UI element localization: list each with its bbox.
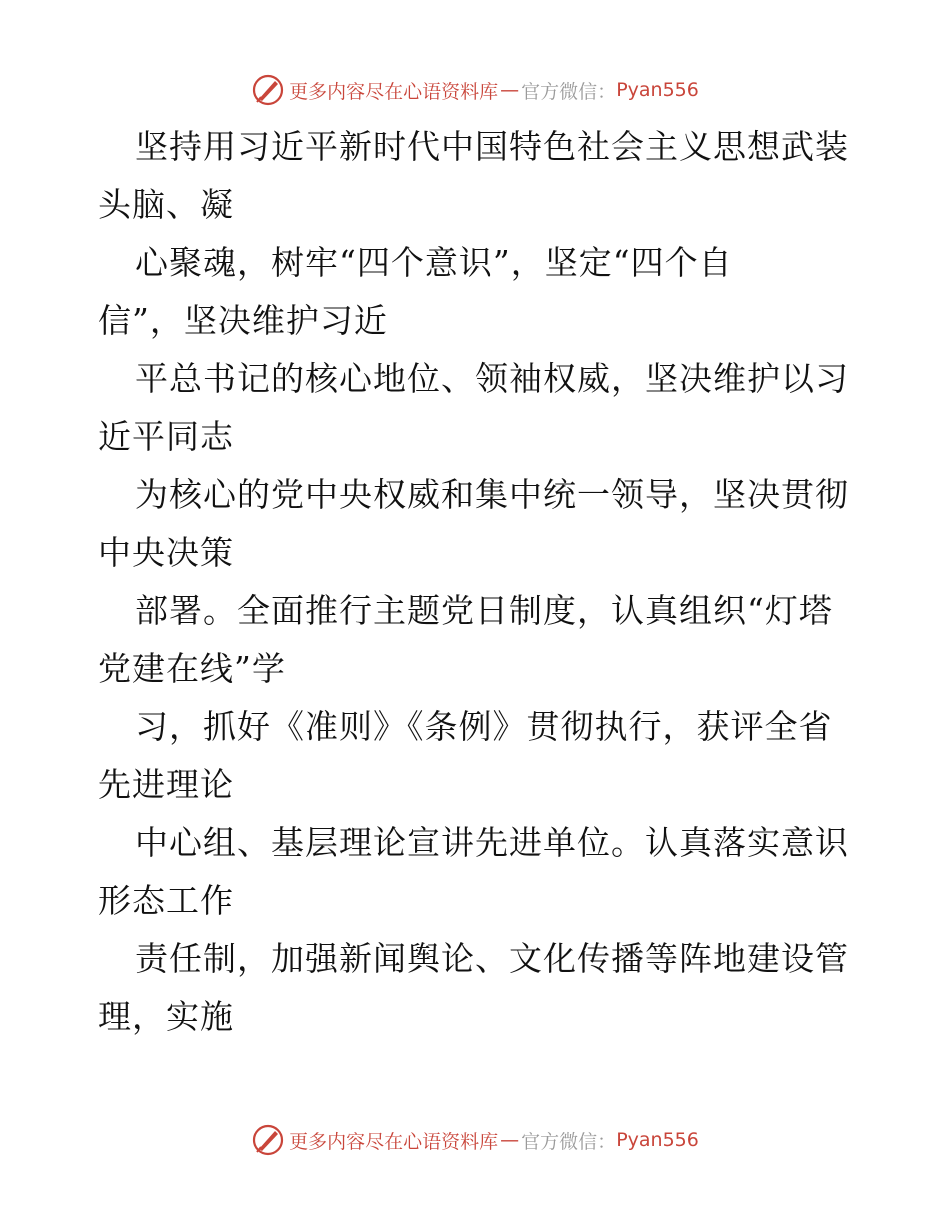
text-line: 为核心的党中央权威和集中统一领导，坚决贯彻 [135,475,849,514]
banner-wechat-id: Pyan556 [616,79,699,101]
banner-main-text: 更多内容尽在心语资料库 [289,1130,499,1153]
text-line: 先进理论 [98,765,234,804]
text-line: 坚持用习近平新时代中国特色社会主义思想武装 [135,127,849,166]
text-line: 信”，坚决维护习近 [98,301,388,340]
text-line: 责任制，加强新闻舆论、文化传播等阵地建设管 [135,939,849,978]
banner-wechat-id: Pyan556 [616,1129,699,1151]
text-line: 近平同志 [98,417,234,456]
banner-dash: — [500,1129,520,1151]
quill-seal-icon [251,1123,285,1157]
text-line: 理，实施 [98,997,234,1036]
text-line: 部署。全面推行主题党日制度，认真组织“灯塔 [135,591,833,630]
text-line: 中心组、基层理论宣讲先进单位。认真落实意识 [135,823,849,862]
text-line: 头脑、凝 [98,185,234,224]
banner-dash: — [500,79,520,101]
text-line: 习，抓好《准则》《条例》贯彻执行，获评全省 [135,707,833,746]
text-line: 形态工作 [98,881,234,920]
text-line: 心聚魂，树牢“四个意识”，坚定“四个自 [135,243,733,282]
header-banner [0,70,950,110]
banner-official-label: 官方微信： [521,80,617,103]
text-line: 党建在线”学 [98,649,286,688]
footer-banner [0,1120,950,1160]
text-line: 平总书记的核心地位、领袖权威，坚决维护以习 [135,359,849,398]
text-line: 中央决策 [98,533,234,572]
banner-official-label: 官方微信： [521,1130,617,1153]
quill-seal-icon [251,73,285,107]
document-body [98,118,858,1046]
banner-main-text: 更多内容尽在心语资料库 [289,80,499,103]
